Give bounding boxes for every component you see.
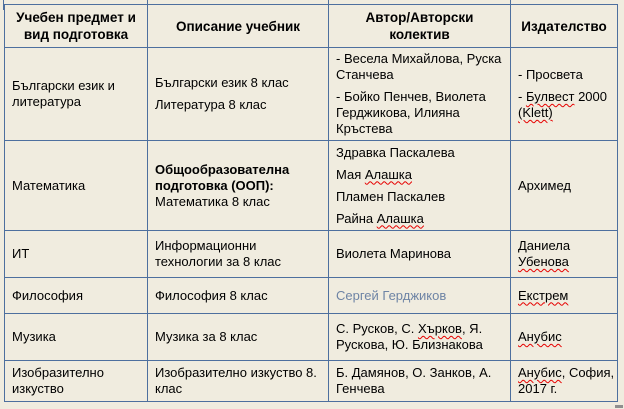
misspelled-word: Анубис [518, 365, 562, 380]
text-line [12, 329, 143, 345]
column-header-description [148, 5, 329, 48]
header-row [5, 5, 618, 48]
text-line [155, 381, 324, 397]
text-line [155, 75, 324, 91]
text-line [336, 365, 506, 381]
text-run: Генчева [336, 381, 385, 396]
text-run: Пламен Паскалев [336, 188, 446, 204]
cell-description [148, 231, 329, 278]
text-run: Изобразително изкуство 8. [155, 365, 317, 380]
paragraph [12, 329, 143, 345]
cell-subject [5, 141, 148, 231]
text-line [518, 365, 613, 381]
cell-publisher [511, 278, 618, 314]
text-line [518, 105, 613, 121]
cell-subject [5, 314, 148, 361]
text-run: ИТ [12, 246, 30, 261]
text-line [336, 167, 506, 183]
text-run: Райна [336, 210, 377, 226]
text-line [518, 67, 613, 83]
column-header-label: Издателство [521, 18, 607, 34]
text-run: литература [12, 94, 81, 109]
paragraph [518, 178, 613, 194]
text-line [12, 288, 143, 304]
cell-description [148, 314, 329, 361]
text-run: Станчева [336, 67, 394, 82]
paragraph [336, 321, 506, 353]
cell-authors [329, 361, 511, 402]
text-line [518, 381, 613, 397]
text-run: Рускова, Ю. Близнакова [336, 337, 483, 352]
text-line [336, 189, 506, 205]
cell-description [148, 141, 329, 231]
text-run: Математика 8 клас [155, 193, 270, 209]
cell-description [148, 48, 329, 141]
text-line [518, 238, 613, 254]
text-run: С. Русков, С. [336, 321, 418, 336]
cell-publisher [511, 48, 618, 141]
text-line [518, 178, 613, 194]
paragraph [155, 238, 324, 270]
text-run: Информационни [155, 238, 257, 253]
text-line [12, 178, 143, 194]
table-row [5, 314, 618, 361]
text-line [518, 89, 613, 105]
text-line [336, 288, 506, 304]
table-row [5, 361, 618, 402]
text-run: , Я. [461, 321, 483, 336]
paragraph [12, 246, 143, 262]
text-run: 2000 [574, 89, 607, 104]
text-run: Даниела [518, 238, 571, 253]
paragraph [518, 238, 613, 270]
text-run: Сергей Герджиков [336, 287, 447, 303]
table-body [5, 48, 618, 402]
text-line [12, 246, 143, 262]
text-run: Архимед [518, 177, 571, 193]
misspelled-word: Алашка [364, 166, 412, 182]
text-run: клас [155, 381, 183, 396]
text-run: Общообразователна [155, 161, 290, 177]
text-line [155, 254, 324, 270]
text-line [12, 381, 143, 397]
table-row [5, 278, 618, 314]
column-header-subject [5, 5, 148, 48]
paragraph [155, 365, 324, 397]
misspelled-word: Хърков [417, 321, 462, 336]
paragraph [336, 89, 506, 137]
text-line [155, 178, 324, 194]
text-line [155, 365, 324, 381]
text-run: Мая [336, 166, 365, 182]
cell-description [148, 361, 329, 402]
text-line [336, 381, 506, 397]
cell-description [148, 278, 329, 314]
text-run: Български език 8 клас [155, 75, 289, 90]
paragraph [12, 288, 143, 304]
paragraph [12, 178, 143, 194]
misspelled-word: Анубис [518, 329, 562, 344]
text-line [518, 288, 613, 304]
paragraph [155, 162, 324, 210]
cell-subject [5, 361, 148, 402]
text-run: Кръстева [336, 121, 393, 136]
cell-subject [5, 231, 148, 278]
table-row [5, 48, 618, 141]
text-line [12, 78, 143, 94]
paragraph [155, 329, 324, 345]
cell-subject [5, 278, 148, 314]
text-run: Здравка Паскалева [336, 144, 455, 160]
text-run: Философия [12, 287, 83, 303]
column-header-label: Автор/Авторски [365, 10, 474, 25]
text-line [155, 97, 324, 113]
misspelled-word: Убенова [518, 254, 569, 269]
misspelled-word: Екстрем [518, 287, 569, 303]
column-header-authors [329, 5, 511, 48]
paragraph [336, 189, 506, 205]
paragraph [518, 67, 613, 83]
text-run: Виолета Маринова [336, 246, 452, 261]
column-header-label: вид подготовка [23, 27, 129, 42]
column-header-label: колектив [389, 27, 450, 42]
cell-publisher [511, 314, 618, 361]
text-run: Изобразително [12, 365, 104, 380]
textbooks-table [4, 4, 618, 402]
cell-authors [329, 141, 511, 231]
paragraph [336, 145, 506, 161]
text-run: - Весела Михайлова, Руска [336, 51, 502, 66]
cell-publisher [511, 361, 618, 402]
text-run: , София, [561, 365, 615, 380]
paragraph [518, 365, 613, 397]
text-line [12, 94, 143, 110]
text-run: Музика за 8 клас [155, 329, 258, 344]
paragraph [12, 78, 143, 110]
paragraph [12, 365, 143, 397]
text-line [155, 162, 324, 178]
cell-authors [329, 231, 511, 278]
table-row [5, 231, 618, 278]
text-run: Български език и [12, 78, 115, 93]
paragraph [336, 167, 506, 183]
paragraph [518, 329, 613, 345]
column-header-label: Учебен предмет и [16, 10, 136, 25]
text-run: Музика [12, 329, 56, 344]
text-run: - Бойко Пенчев, Виолета [336, 89, 486, 104]
text-run: Б. Дамянов, О. Занков, А. [336, 365, 492, 380]
paragraph [336, 211, 506, 227]
cell-authors [329, 48, 511, 141]
cell-publisher [511, 141, 618, 231]
text-line [155, 238, 324, 254]
paragraph [336, 51, 506, 83]
text-run: изкуство [12, 381, 64, 396]
paragraph [336, 246, 506, 262]
column-header-publisher [511, 5, 618, 48]
text-line [336, 145, 506, 161]
cell-publisher [511, 231, 618, 278]
paragraph [518, 288, 613, 304]
text-line [155, 194, 324, 210]
text-run: Математика [12, 177, 86, 193]
text-run: 2017 г. [518, 381, 558, 396]
text-run: Философия 8 клас [155, 287, 268, 303]
cell-authors [329, 314, 511, 361]
paragraph [155, 75, 324, 91]
column-header-label: Описание учебник [175, 18, 301, 34]
misspelled-word: (Klett) [518, 105, 553, 120]
text-line [518, 329, 613, 345]
text-line [336, 51, 506, 67]
paragraph [518, 89, 613, 121]
text-line [336, 67, 506, 83]
text-run: - [518, 89, 526, 104]
paragraph [155, 97, 324, 113]
cell-authors [329, 278, 511, 314]
text-run: технологии за 8 клас [155, 254, 282, 269]
text-line [336, 246, 506, 262]
table-resize-handle[interactable] [615, 405, 623, 408]
text-line [336, 211, 506, 227]
text-line [155, 329, 324, 345]
paragraph [155, 288, 324, 304]
text-line [336, 89, 506, 105]
paragraph [336, 288, 506, 304]
text-line [336, 121, 506, 137]
misspelled-word: Булвест [525, 89, 575, 104]
text-line [518, 254, 613, 270]
text-line [12, 365, 143, 381]
text-run: - Просвета [518, 67, 583, 82]
text-line [336, 105, 506, 121]
text-line [336, 321, 506, 337]
text-run: Литература 8 клас [155, 97, 267, 112]
paragraph [336, 365, 506, 397]
text-line [155, 288, 324, 304]
text-line [336, 337, 506, 353]
text-run: подготовка (ООП): [155, 177, 274, 193]
table-row [5, 141, 618, 231]
text-run: Герджикова, Илияна [336, 105, 460, 120]
misspelled-word: Алашка [376, 210, 424, 226]
cell-subject [5, 48, 148, 141]
